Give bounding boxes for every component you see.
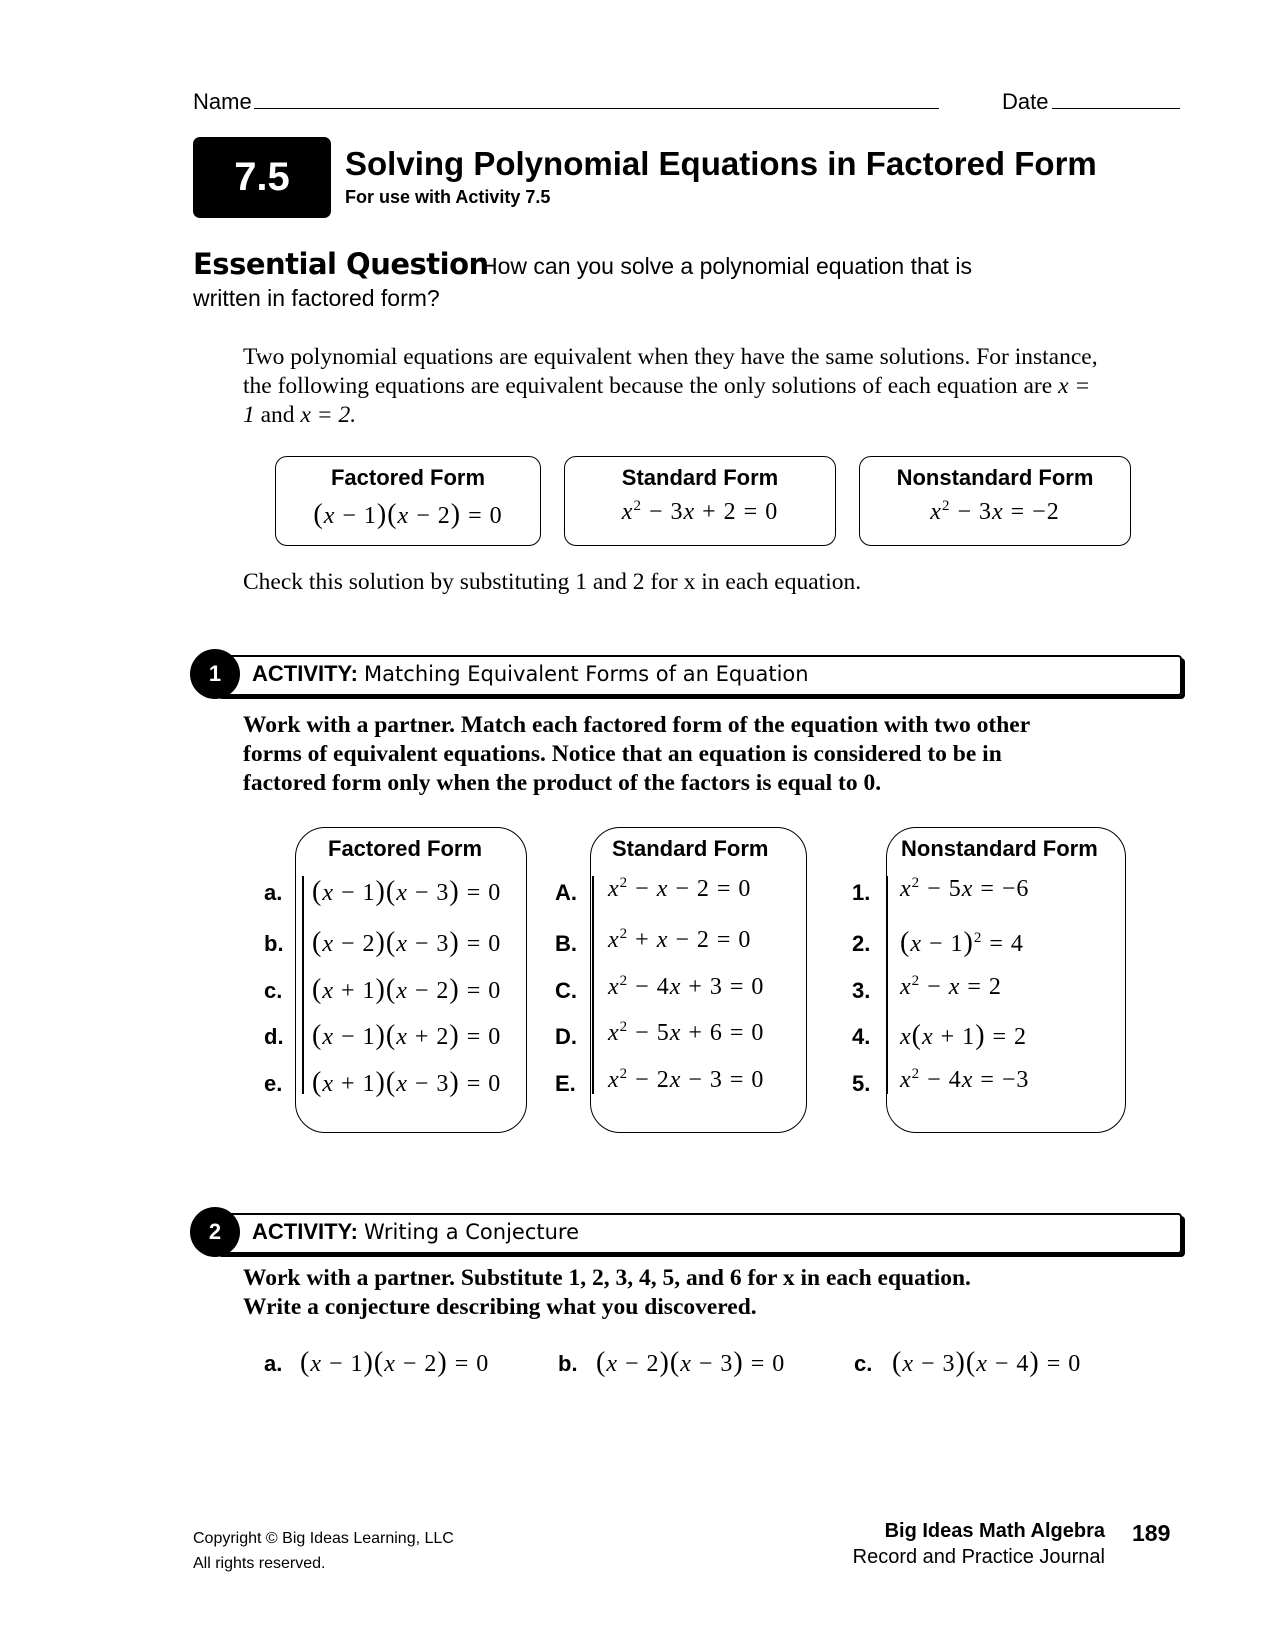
standard-form-heading: Standard Form bbox=[612, 836, 769, 861]
item-label: a. bbox=[264, 880, 283, 905]
equation: $x^2 - 4x + 3 = 0$ bbox=[608, 973, 765, 1000]
equation: $(x - 1)^2 = 4$ bbox=[900, 927, 1024, 958]
item-label: b. bbox=[264, 931, 284, 956]
essential-question-text-2: written in factored form? bbox=[193, 285, 440, 311]
form-heading: Nonstandard Form bbox=[896, 465, 1094, 490]
item-label: C. bbox=[555, 978, 577, 1003]
activity-name: Writing a Conjecture bbox=[364, 1220, 580, 1244]
name-blank[interactable] bbox=[254, 88, 939, 109]
solution-two: x = 2. bbox=[300, 402, 357, 428]
activity-label: ACTIVITY: bbox=[252, 1219, 358, 1244]
item-label: e. bbox=[264, 1071, 283, 1096]
copyright-block bbox=[193, 1526, 454, 1576]
instruction-line: forms of equivalent equations. Notice that an equation is considered to be in bbox=[243, 741, 1002, 767]
item-label: d. bbox=[264, 1024, 284, 1049]
equation: $x^2 - 2x - 3 = 0$ bbox=[608, 1066, 765, 1093]
instruction-line: Write a conjecture describing what you discovered. bbox=[243, 1294, 757, 1320]
essential-question-label: Essential Question bbox=[193, 247, 489, 281]
equation: (x − 2)(x − 3) = 0 bbox=[312, 927, 502, 958]
equation: (x + 1)(x − 2) = 0 bbox=[312, 974, 502, 1005]
equation: $x^2 - x = 2$ bbox=[900, 973, 1002, 1000]
activity-label: ACTIVITY: bbox=[252, 661, 358, 686]
book-info bbox=[790, 1518, 1105, 1570]
equation: (x + 1)(x − 3) = 0 bbox=[312, 1067, 502, 1098]
item-label: 3. bbox=[852, 978, 871, 1003]
item-label: A. bbox=[555, 880, 577, 905]
item-label: c. bbox=[264, 978, 283, 1003]
instruction-line: factored form only when the product of the factors is equal to 0. bbox=[243, 770, 882, 796]
activity-1-title bbox=[252, 661, 809, 687]
equation: $x^2 - 4x = -3$ bbox=[900, 1066, 1030, 1093]
column-divider bbox=[592, 876, 594, 1094]
item-label: b. bbox=[558, 1351, 578, 1376]
activity-2-instructions bbox=[243, 1264, 971, 1322]
equation: $x^2 - x - 2 = 0$ bbox=[608, 875, 752, 902]
item-label: 5. bbox=[852, 1071, 871, 1096]
activity-2-title bbox=[252, 1219, 579, 1245]
solution-one: x = 1 bbox=[243, 373, 1091, 428]
date-field[interactable] bbox=[1002, 88, 1180, 115]
and-word: and bbox=[260, 402, 295, 428]
name-label: Name bbox=[193, 89, 252, 114]
equation: (x − 1)(x − 3) = 0 bbox=[312, 876, 502, 907]
form-equation: (x − 1)(x − 2) = 0 bbox=[313, 499, 503, 530]
check-instruction: Check this solution by substituting 1 and 2 for x in each equation. bbox=[243, 569, 862, 595]
equation: x(x + 1) = 2 bbox=[900, 1020, 1028, 1051]
rights: All rights reserved. bbox=[193, 1555, 326, 1572]
factored-form-heading: Factored Form bbox=[328, 836, 483, 861]
date-blank[interactable] bbox=[1052, 88, 1180, 109]
form-heading: Factored Form bbox=[330, 465, 486, 490]
item-label: a. bbox=[264, 1351, 283, 1376]
instruction-line: Work with a partner. Match each factored form of the equation with two other bbox=[243, 712, 1031, 738]
item-label: 2. bbox=[852, 931, 871, 956]
form-equation: $x^2 - 3x = -2$ bbox=[930, 498, 1060, 525]
equation: $x^2 - 5x = -6$ bbox=[900, 875, 1030, 902]
column-divider bbox=[302, 876, 304, 1094]
standard-form-box bbox=[564, 456, 836, 546]
page-number: 189 bbox=[1132, 1520, 1171, 1546]
activity-name: Matching Equivalent Forms of an Equation bbox=[364, 662, 809, 686]
nonstandard-form-heading: Nonstandard Form bbox=[901, 836, 1098, 861]
intro-paragraph bbox=[243, 343, 1103, 430]
form-heading: Standard Form bbox=[621, 465, 779, 490]
instruction-line: Work with a partner. Substitute 1, 2, 3, 4, 5, and 6 for x in each equation. bbox=[243, 1265, 971, 1291]
essential-question-text-1: How can you solve a polynomial equation that is bbox=[481, 253, 972, 279]
book-title: Big Ideas Math Algebra bbox=[884, 1520, 1105, 1542]
lesson-number-badge: 7.5 bbox=[193, 137, 331, 218]
activity-1-number: 1 bbox=[190, 649, 240, 699]
name-field[interactable] bbox=[193, 88, 939, 115]
item-label: D. bbox=[555, 1024, 577, 1049]
equation: (x − 1)(x − 2) = 0 bbox=[300, 1347, 490, 1378]
item-label: B. bbox=[555, 931, 577, 956]
item-label: 1. bbox=[852, 880, 871, 905]
equation: (x − 1)(x + 2) = 0 bbox=[312, 1020, 502, 1051]
equation: (x − 2)(x − 3) = 0 bbox=[596, 1347, 786, 1378]
form-equation: $x^2 - 3x + 2 = 0$ bbox=[621, 498, 779, 525]
factored-form-box bbox=[275, 456, 541, 546]
equation: $x^2 + x - 2 = 0$ bbox=[608, 926, 752, 953]
page-title: Solving Polynomial Equations in Factored Form bbox=[345, 145, 1097, 182]
equation: (x − 3)(x − 4) = 0 bbox=[892, 1347, 1082, 1378]
date-label: Date bbox=[1002, 89, 1049, 114]
activity-1-instructions bbox=[243, 711, 1030, 798]
column-divider bbox=[886, 876, 888, 1094]
nonstandard-form-box bbox=[859, 456, 1131, 546]
item-label: E. bbox=[555, 1071, 576, 1096]
book-subtitle: Record and Practice Journal bbox=[852, 1546, 1105, 1568]
item-label: c. bbox=[854, 1351, 873, 1376]
item-label: 4. bbox=[852, 1024, 871, 1049]
intro-text: Two polynomial equations are equivalent when they have the same solutions. For instance, the following equations are equivalent because the only solutions of each equation are bbox=[243, 344, 1098, 399]
equation: $x^2 - 5x + 6 = 0$ bbox=[608, 1019, 765, 1046]
copyright: Copyright © Big Ideas Learning, LLC bbox=[193, 1530, 454, 1547]
activity-2-number: 2 bbox=[190, 1207, 240, 1257]
page-subtitle: For use with Activity 7.5 bbox=[345, 187, 551, 207]
